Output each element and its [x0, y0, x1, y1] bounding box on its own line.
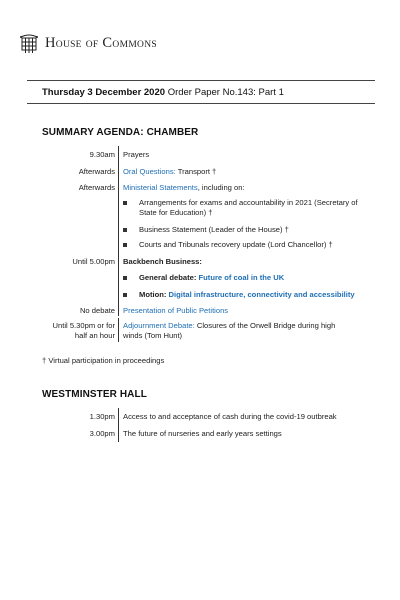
portcullis-icon	[18, 32, 40, 54]
chamber-divider	[118, 318, 119, 342]
agenda-time: Afterwards	[78, 183, 115, 192]
organisation-name: HOUSE OF COMMONS	[45, 34, 157, 51]
bullet-item: Business Statement (Leader of the House) †	[139, 225, 289, 234]
top-rule	[27, 80, 375, 81]
agenda-item: Ministerial Statements, including on:	[123, 183, 245, 192]
agenda-item: The future of nurseries and early years settings	[123, 429, 282, 438]
paper-date: Thursday 3 December 2020	[42, 87, 166, 98]
ministerial-statements-link[interactable]: Ministerial Statements	[123, 183, 198, 192]
coal-debate-link[interactable]: Future of coal in the UK	[198, 273, 285, 282]
order-paper-title	[42, 87, 284, 98]
agenda-item: Prayers	[123, 150, 150, 159]
bottom-rule	[27, 103, 375, 104]
agenda-time: No debate	[79, 306, 115, 315]
paper-number: Order Paper No.143: Part 1	[167, 87, 284, 98]
westminster-divider	[118, 408, 119, 442]
public-petitions-link[interactable]: Presentation of Public Petitions	[123, 306, 229, 315]
adjournment-debate-link[interactable]: Adjournment Debate:	[123, 321, 195, 330]
oral-questions-link[interactable]: Oral Questions:	[123, 167, 176, 176]
agenda-time: Until 5.00pm	[72, 257, 115, 266]
digital-motion-link[interactable]: Digital infrastructure, connectivity and accessibility	[168, 290, 355, 299]
bullet-icon	[123, 293, 127, 297]
bullet-icon	[123, 243, 127, 247]
masthead	[18, 32, 157, 54]
agenda-item: Backbench Business:	[123, 257, 202, 266]
bullet-icon	[123, 276, 127, 280]
agenda-time: 9.30am	[89, 150, 115, 159]
chamber-heading: SUMMARY AGENDA: CHAMBER	[42, 127, 199, 138]
bullet-icon	[123, 228, 127, 232]
agenda-item: Oral Questions: Transport †	[123, 167, 217, 176]
agenda-time: Afterwards	[78, 167, 115, 176]
bullet-item: Motion: Digital infrastructure, connectivity and accessibility	[139, 290, 355, 299]
chamber-divider	[118, 146, 119, 316]
agenda-time: Until 5.30pm or for half an hour	[52, 321, 115, 340]
westminster-heading: WESTMINSTER HALL	[42, 389, 147, 400]
bullet-item: General debate: Future of coal in the UK	[139, 273, 285, 282]
agenda-item: Access to and acceptance of cash during the covid-19 outbreak	[123, 412, 337, 421]
footnote: † Virtual participation in proceedings	[42, 356, 165, 365]
bullet-item: Courts and Tribunals recovery update (Lord Chancellor) †	[139, 240, 333, 249]
bullet-item: Arrangements for exams and accountability in 2021 (Secretary of State for Education) †	[139, 198, 358, 217]
agenda-time: 3.00pm	[89, 429, 115, 438]
agenda-item: Adjournment Debate: Closures of the Orwell Bridge during high winds (Tom Hunt)	[123, 321, 336, 340]
bullet-icon	[123, 201, 127, 205]
agenda-item	[123, 306, 363, 316]
agenda-time: 1.30pm	[89, 412, 115, 421]
